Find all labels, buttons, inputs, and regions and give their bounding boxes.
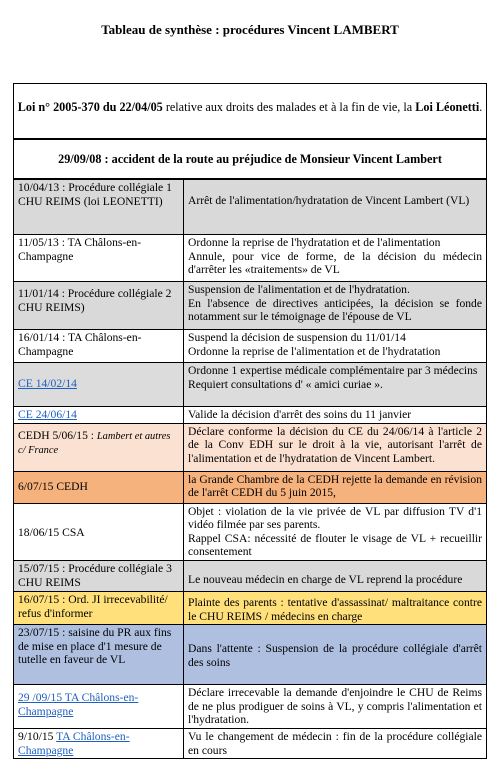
row-date-cell: 23/07/15 : saisine du PR aux fins de mise en place d'1 mesure de tutelle en faveur de VL xyxy=(14,625,184,685)
row-description-cell: Plainte des parents : tentative d'assassinat/ maltraitance contre le CHU REIMS / médecins en charge xyxy=(184,591,487,624)
row-description-cell: Arrêt de l'alimentation/hydratation de Vincent Lambert (VL) xyxy=(184,180,487,235)
table-row xyxy=(14,729,487,759)
row-date-cell xyxy=(14,407,184,424)
table-row xyxy=(14,282,487,330)
row-date-cell: 10/04/13 : Procédure collégiale 1 CHU REIMS (loi LEONETTI) xyxy=(14,180,184,235)
table-row xyxy=(14,330,487,363)
accident-header: 29/09/08 : accident de la route au préjudice de Monsieur Vincent Lambert xyxy=(13,139,487,179)
row-date-cell: 11/01/14 : Procédure collégiale 2 CHU REIMS) xyxy=(14,282,184,330)
row-date-cell xyxy=(14,685,184,729)
row-description-cell: Ordonne 1 expertise médicale complémentaire par 3 médecins Requiert consultations d' « amici curiae ». xyxy=(184,363,487,407)
row-description-cell: Déclare conforme la décision du CE du 24/06/14 à l'article 2 de la Conv EDH sur le droit à la vie, autorisant l'arrêt de l'alimentation et de l'hydratation de Vincent Lambert. xyxy=(184,423,487,471)
row-description-cell: Le nouveau médecin en charge de VL reprend la procédure xyxy=(184,560,487,591)
row-date-cell: 16/07/15 : Ord. JI irrecevabilité/ refus d'informer xyxy=(14,591,184,624)
row-date-cell: 9/10/15 TA Châlons-en-Champagne xyxy=(14,729,184,759)
row-date-cell: 15/07/15 : Procédure collégiale 3 CHU REIMS xyxy=(14,560,184,591)
table-row xyxy=(14,407,487,424)
row-description-cell: Suspension de l'alimentation et de l'hydratation. En l'absence de directives anticipées, la décision se fonde notamment sur le témoignage de l'épouse de VL xyxy=(184,282,487,330)
law-reference-box: Loi n° 2005-370 du 22/04/05 relative aux droits des malades et à la fin de vie, la Loi Léonetti. xyxy=(13,83,487,139)
row-date-cell: 11/05/13 : TA Châlons-en-Champagne xyxy=(14,235,184,282)
row-description-cell: Dans l'attente : Suspension de la procédure collégiale d'arrêt des soins xyxy=(184,625,487,685)
row-date-cell xyxy=(14,363,184,407)
table-row xyxy=(14,560,487,591)
document-title: Tableau de synthèse : procédures Vincent LAMBERT xyxy=(101,22,399,37)
row-date-cell: 18/06/15 CSA xyxy=(14,503,184,560)
row-description-cell: Valide la décision d'arrêt des soins du 11 janvier xyxy=(184,407,487,424)
row-date-cell: 6/07/15 CEDH xyxy=(14,471,184,503)
law-description: relative aux droits des malades et à la fin de vie, la xyxy=(162,100,416,114)
table-row xyxy=(14,685,487,729)
table-row xyxy=(14,363,487,407)
table-row xyxy=(14,625,487,685)
row-description-cell: Ordonne la reprise de l'hydratation et de l'alimentation Annule, pour vice de forme, de la décision du médecin d'arrêter les «traitements» de VL xyxy=(184,235,487,282)
table-row xyxy=(14,180,487,235)
ta-link[interactable]: TA Châlons-en-Champagne xyxy=(18,730,130,757)
table-row xyxy=(14,235,487,282)
row-description-cell: Vu le changement de médecin : fin de la procédure collégiale en cours xyxy=(184,729,487,759)
row-date-cell: CEDH 5/06/15 : Lambert et autres c/ France xyxy=(14,423,184,471)
row-date-cell: 16/01/14 : TA Châlons-en-Champagne xyxy=(14,330,184,363)
row-description-cell: la Grande Chambre de la CEDH rejette la demande en révision de l'arrêt CEDH du 5 juin 2015, xyxy=(184,471,487,503)
table-row xyxy=(14,471,487,503)
procedures-table xyxy=(13,179,487,759)
ce-link[interactable]: CE 14/02/14 xyxy=(18,377,77,390)
row-description-cell: Objet : violation de la vie privée de VL par diffusion TV d'1 vidéo filmée par ses parents. Rappel CSA: nécessité de flouter le visage de VL + recueillir consentement xyxy=(184,503,487,560)
row-description-cell: Suspend la décision de suspension du 11/01/14 Ordonne la reprise de l'alimentation et de l'hydratation xyxy=(184,330,487,363)
ta-link[interactable]: 29 /09/15 TA Châlons-en-Champagne xyxy=(18,691,139,718)
law-number: Loi n° 2005-370 du 22/04/05 xyxy=(17,100,163,114)
table-row xyxy=(14,503,487,560)
law-name: Loi Léonetti xyxy=(415,100,480,114)
row-description-cell: Déclare irrecevable la demande d'enjoindre le CHU de Reims de ne plus prodiguer de soins à VL, y compris l'alimentation et l'hydratation. xyxy=(184,685,487,729)
table-row xyxy=(14,423,487,471)
ce-link[interactable]: CE 24/06/14 xyxy=(18,408,77,421)
table-row xyxy=(14,591,487,624)
